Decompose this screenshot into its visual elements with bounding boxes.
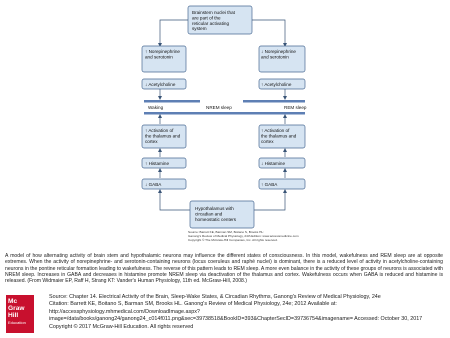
left-histamine-label: ↑ Histamine bbox=[145, 161, 169, 166]
right-norepinephrine-label: ↓ Norepinephrine and serotonin bbox=[261, 49, 296, 60]
right-activation-label: ↑ Activation of the thalamus and cortex bbox=[261, 128, 297, 144]
hypothalamus-label: Hypothalamus with circadian and homeostatic centers bbox=[195, 206, 237, 222]
arrow-hypothalamus-to-right bbox=[254, 190, 285, 210]
figure-credit-line-3: Copyright © The McGraw-Hill Companies, Inc. All rights reserved. bbox=[188, 238, 278, 242]
mcgraw-hill-logo: Mc Graw Hill Education bbox=[6, 295, 34, 333]
figure-caption: A model of how alternating activity of brain stem and hypothalamic neurons may influence the different states of consciousness. In this model, wakefulness and REM sleep are at opposite extremes. When the activity of norepinephrine- and serotonin-containing neurons (locus coeruleus and raphé nuclei) is dominant, there is a reduced level of activity in acetylcholine-containing neurons in the pontine reticular formation leading to wakefulness. The reverse of this pattern leads to REM sleep. A more even balance in the activity of these groups of neurons is associated with NREM sleep. Increases in GABA and decreases in histamine promote NREM sleep via deactivation of the thalamus and cortex. Wakefulness occurs when GABA is reduced and histamine is released. (From Widmaier EP, Raff H, Strang KT: Vander's Human Physiology, 11th ed. McGraw-Hill, 2008.) bbox=[5, 253, 443, 285]
citation-line: Citation: Barrett KE, Boitano S, Barman SM, Brooks HL. Ganong's Review of Medical Physiology, 24e; 2012 Available at: http://accessphysiology.mhmedical.com/DownloadImage.aspx?image=/data/books/ganong24/ganong24_c014f011.png&sec=39738518&BookID=393&ChapterSecID=39736754&imagename= Accessed: October 30, 2017 bbox=[49, 301, 423, 323]
state-bar-left-segment bbox=[144, 100, 200, 103]
reticular-activating-system-label: Brainstem nuclei that are part of the reticular activating system bbox=[192, 10, 235, 32]
left-acetylcholine-label: ↓ Acetylcholine bbox=[145, 82, 176, 87]
arrow-top-to-right bbox=[252, 20, 285, 46]
nrem-sleep-label: NREM sleep bbox=[206, 105, 232, 110]
state-bar-bottom bbox=[144, 112, 305, 115]
rem-sleep-label: REM sleep bbox=[284, 105, 307, 110]
copyright-line: Copyright © 2017 McGraw-Hill Education. All rights reserved bbox=[49, 323, 194, 330]
waking-label: Waking bbox=[148, 105, 164, 110]
right-acetylcholine-label: ↑ Acetylcholine bbox=[261, 82, 292, 87]
right-histamine-label: ↓ Histamine bbox=[261, 161, 285, 166]
source-line: Source: Chapter 14. Electrical Activity of the Brain, Sleep-Wake States, & Circadian Rhythms, Ganong's Review of Medical Physiology, 24e bbox=[49, 294, 381, 300]
left-gaba-label: ↓ GABA bbox=[145, 182, 162, 187]
figure-credit-line-1: Source: Barrett KE, Barman SM, Boitano S, Brooks HL: bbox=[188, 230, 265, 234]
arrow-hypothalamus-to-left bbox=[160, 190, 190, 210]
left-activation-label: ↑ Activation of the thalamus and cortex bbox=[145, 128, 181, 144]
left-norepinephrine-label: ↑ Norepinephrine and serotonin bbox=[145, 49, 180, 60]
source-citation bbox=[49, 294, 441, 331]
figure-credit-line-2: Ganong's Review of Medical Physiology, 24th Edition: www.accessmedicine.com bbox=[188, 234, 299, 238]
right-gaba-label: ↑ GABA bbox=[261, 182, 278, 187]
arrow-top-to-left bbox=[160, 20, 188, 46]
state-bar-right-segment bbox=[243, 100, 305, 103]
